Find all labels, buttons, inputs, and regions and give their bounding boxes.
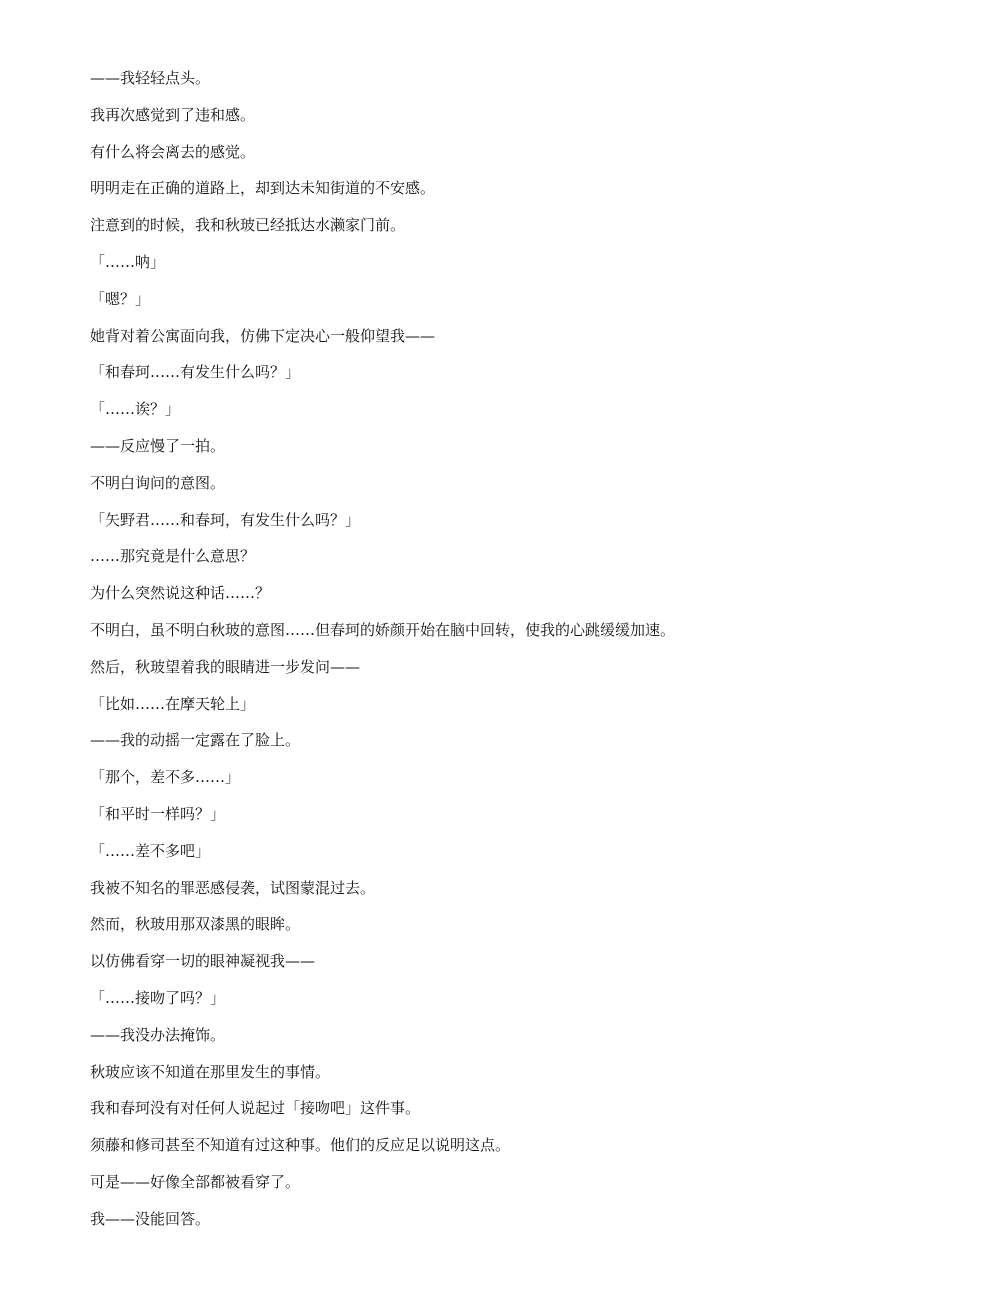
dialogue-line: 「和春珂……有发生什么吗？」: [90, 363, 301, 382]
dialogue-line: 「矢野君……和春珂，有发生什么吗？」: [90, 510, 361, 529]
text-line: 然而，秋玻用那双漆黑的眼眸。: [90, 915, 301, 934]
text-line: 秋玻应该不知道在那里发生的事情。: [90, 1062, 331, 1081]
dialogue-line: 「……接吻了吗？」: [90, 988, 226, 1007]
text-line: 不明白询问的意图。: [90, 473, 226, 492]
text-line: ——我轻轻点头。: [90, 69, 211, 87]
dialogue-line: 「比如……在摩天轮上」: [90, 694, 256, 713]
dialogue-line: 「那个，差不多……」: [90, 768, 241, 787]
text-line: 我——没能回答。: [90, 1209, 211, 1228]
text-line: 为什么突然说这种话……？: [90, 584, 271, 603]
dialogue-line: 「……呐」: [90, 252, 166, 271]
text-line: 我被不知名的罪恶感侵袭，试图蒙混过去。: [90, 878, 376, 897]
dialogue-line: 「和平时一样吗？」: [90, 804, 226, 823]
text-line: 有什么将会离去的感觉。: [90, 142, 256, 161]
text-line: 以仿佛看穿一切的眼神凝视我——: [90, 952, 316, 971]
text-line: 须藤和修司甚至不知道有过这种事。他们的反应足以说明这点。: [90, 1136, 511, 1155]
text-line: ——我没办法掩饰。: [90, 1025, 226, 1044]
text-line: ……那究竟是什么意思？: [90, 547, 256, 566]
text-line: ——我的动摇一定露在了脸上。: [90, 731, 301, 750]
dialogue-line: 「嗯？」: [90, 289, 151, 308]
text-line: 明明走在正确的道路上，却到达未知街道的不安感。: [90, 179, 436, 198]
text-body: [90, 60, 950, 1238]
text-line: 可是——好像全部都被看穿了。: [90, 1172, 301, 1191]
text-line: 然后，秋玻望着我的眼睛进一步发问——: [90, 657, 361, 676]
dialogue-line: 「……诶？」: [90, 400, 181, 419]
dialogue-line: 「……差不多吧」: [90, 841, 211, 860]
text-line: 注意到的时候，我和秋玻已经抵达水濑家门前。: [90, 216, 406, 235]
text-line: 我和春珂没有对任何人说起过「接吻吧」这件事。: [90, 1099, 421, 1118]
text-line: 不明白，虽不明白秋玻的意图……但春珂的娇颜开始在脑中回转，使我的心跳缓缓加速。: [90, 620, 676, 639]
text-line: 她背对着公寓面向我，仿佛下定决心一般仰望我——: [90, 326, 436, 345]
text-line: 我再次感觉到了违和感。: [90, 105, 256, 124]
text-line: ——反应慢了一拍。: [90, 436, 226, 455]
